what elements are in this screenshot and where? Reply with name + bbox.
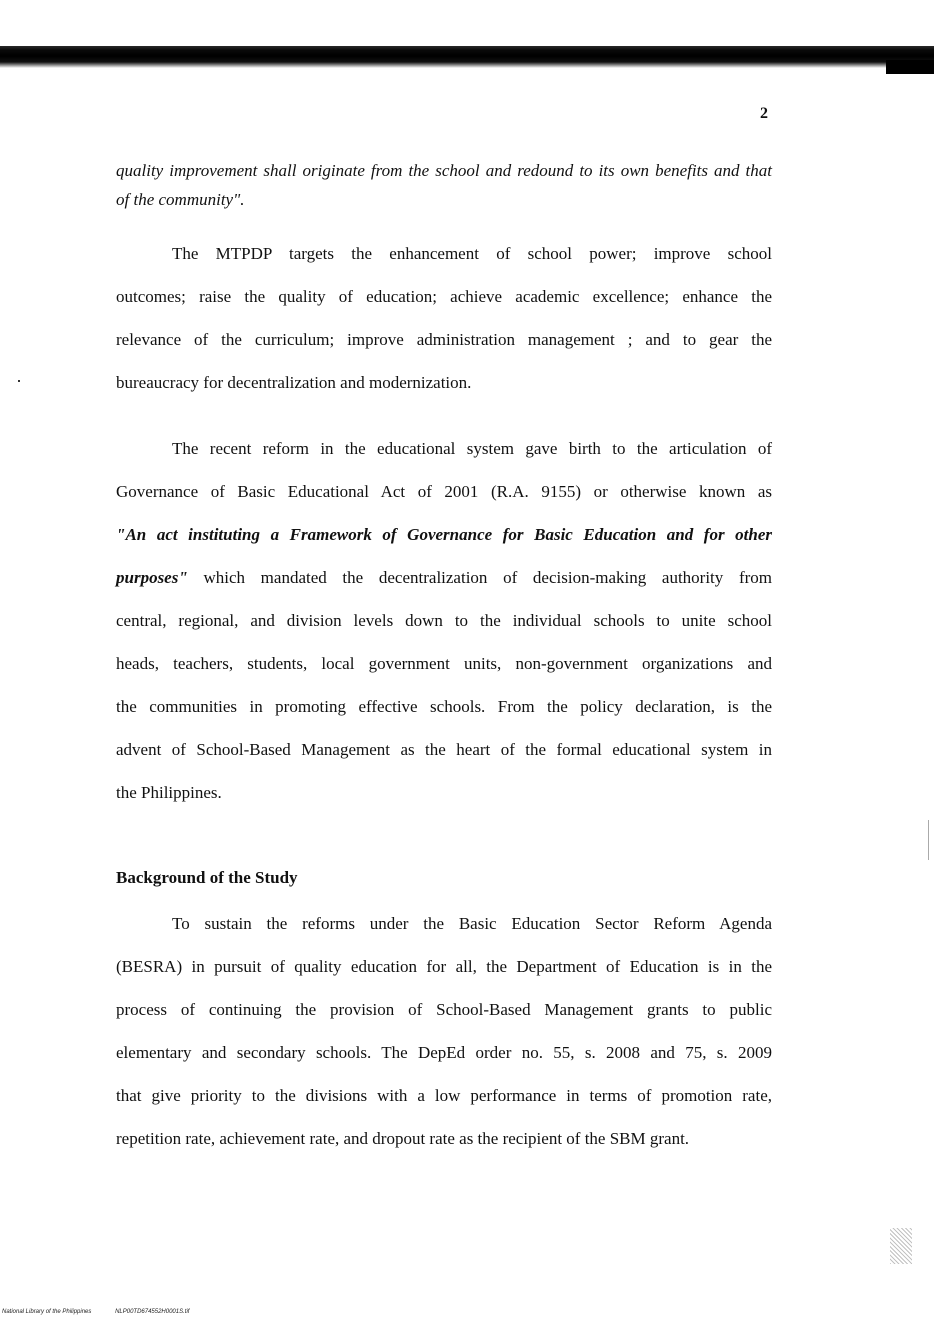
- footer-library: National Library of the Philippines: [2, 1309, 92, 1315]
- para2-line-8: advent of School-Based Management as the heart of the formal educational system in: [116, 740, 772, 759]
- scan-top-bar: [0, 46, 934, 68]
- footer-filename: NLP00TD674552H0001S.tif: [115, 1309, 190, 1315]
- para3-line-4: elementary and secondary schools. The DepEd order no. 55, s. 2008 and 75, s. 2009: [116, 1043, 772, 1062]
- para2-line-4-rest: which mandated the decentralization of decision-making authority from: [187, 568, 772, 587]
- intro-line-2: of the community".: [116, 190, 245, 209]
- scan-speck: [18, 380, 20, 382]
- page-number: 2: [760, 105, 768, 122]
- para2-line-9: the Philippines.: [116, 783, 222, 802]
- para2-line-4: [116, 556, 772, 599]
- para2-line-5: central, regional, and division levels down to the individual schools to unite school: [116, 611, 772, 630]
- para3-line-1: To sustain the reforms under the Basic Education Sector Reform Agenda: [172, 914, 772, 933]
- paragraph-reform: [116, 427, 772, 814]
- para3-line-6: repetition rate, achievement rate, and dropout rate as the recipient of the SBM grant.: [116, 1129, 690, 1148]
- scan-bar-edge: [886, 60, 934, 74]
- para3-line-2: (BESRA) in pursuit of quality education for all, the Department of Education is in the: [116, 957, 772, 976]
- para1-line-4: bureaucracy for decentralization and modernization.: [116, 373, 472, 392]
- paragraph-background: [116, 902, 772, 1160]
- scan-edge-mark: [928, 820, 929, 860]
- paragraph-mtpdp: [116, 232, 772, 404]
- para1-line-3: relevance of the curriculum; improve administration management ; and to gear the: [116, 330, 772, 349]
- para2-line-3-act-title: "An act instituting a Framework of Governance for Basic Education and for other: [116, 525, 772, 544]
- intro-line-1: quality improvement shall originate from the school and redound to its own benefits and that: [116, 161, 772, 180]
- section-heading: Background of the Study: [116, 868, 298, 887]
- act-title-end: purposes": [116, 568, 188, 587]
- scan-footer: [2, 1309, 211, 1315]
- para3-line-3: process of continuing the provision of School-Based Management grants to public: [116, 1000, 772, 1019]
- para2-line-7: the communities in promoting effective schools. From the policy declaration, is the: [116, 697, 772, 716]
- intro-quote: [116, 156, 772, 214]
- scan-noise-mark: [890, 1228, 912, 1264]
- para1-line-2: outcomes; raise the quality of education; achieve academic excellence; enhance the: [116, 287, 772, 306]
- para2-line-6: heads, teachers, students, local government units, non-government organizations and: [116, 654, 772, 673]
- para1-line-1: The MTPDP targets the enhancement of school power; improve school: [172, 244, 772, 263]
- para2-line-2: Governance of Basic Educational Act of 2001 (R.A. 9155) or otherwise known as: [116, 482, 772, 501]
- para2-line-1: The recent reform in the educational system gave birth to the articulation of: [172, 439, 772, 458]
- para3-line-5: that give priority to the divisions with a low performance in terms of promotion rate,: [116, 1086, 772, 1105]
